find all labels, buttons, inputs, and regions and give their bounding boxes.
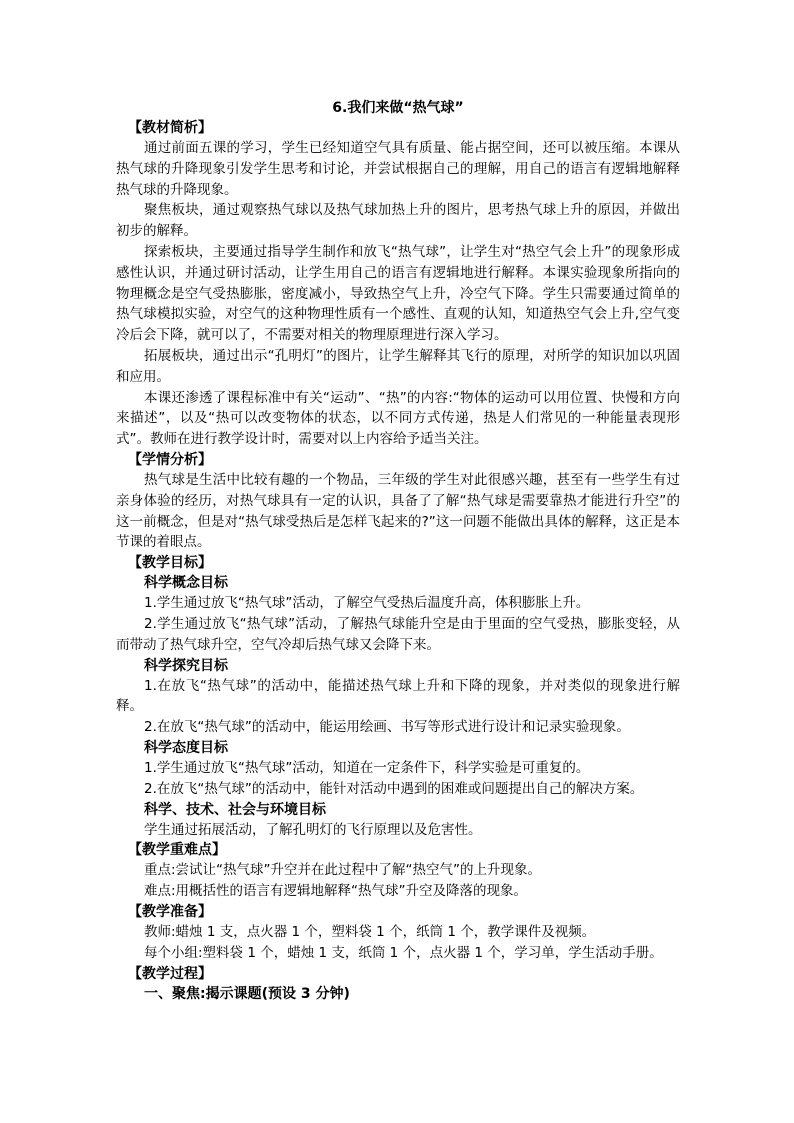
paragraph: 1.在放飞“热气球”的活动中，能描述热气球上升和下降的现象，并对类似的现象进行解释。 [116,677,680,715]
section-heading-process: 【教学过程】 [128,965,212,982]
section-heading-textbook-analysis: 【教材简析】 [128,120,212,136]
subheading-stse: 科学、技术、社会与环境目标 [144,801,326,818]
paragraph: 拓展板块，通过出示“孔明灯”的图片，让学生解释其飞行的原理，对所学的知识加以巩固和应用。 [116,347,680,385]
document-title: 6.我们来做“热气球” [332,100,464,116]
paragraph: 2.在放飞“热气球”的活动中，能运用绘画、书写等形式进行设计和记录实验现象。 [144,719,630,736]
paragraph: 2.学生通过放飞“热气球”活动，了解热气球能升空是由于里面的空气受热，膨胀变轻，从而带动了热气球升空，空气冷却后热气球又会降下来。 [116,615,680,653]
paragraph: 热气球是生活中比较有趣的一个物品，三年级的学生对此很感兴趣，甚至有一些学生有过亲身体验的经历，对热气球具有一定的认识，具备了了解“热气球是需要靠热才能进行升空”的这一前概念，但是对“热气球受热后是怎样飞起来的?”这一问题不能做出具体的解释，这正是本节课的着眼点。 [116,471,680,551]
section-heading-teaching-goals: 【教学目标】 [128,555,212,572]
paragraph: 探索板块，主要通过指导学生制作和放飞“热气球”，让学生对“热空气会上升”的现象形成感性认识，并通过研讨活动，让学生用自己的语言有逻辑地进行解释。本课实验现象所指向的物理概念是空气受热膨胀，密度减小，导致热空气上升，冷空气下降。学生只需要通过简单的热气球模拟实验，对空气的这种物理性质有一个感性、直观的认知，知道热空气会上升,空气变冷后会下降，就可以了，不需要对相关的物理原理进行深入学习。 [116,243,680,344]
subheading-science-inquiry: 科学探究目标 [144,657,228,674]
paragraph: 教师:蜡烛 1 支，点火器 1 个，塑料袋 1 个，纸筒 1 个，教学课件及视频。 [144,923,596,940]
section-heading-key-points: 【教学重难点】 [128,842,226,859]
section-heading-preparation: 【教学准备】 [128,903,212,920]
paragraph: 本课还渗透了课程标准中有关“运动”、“热”的内容:“物体的运动可以用位置、快慢和方向来描述”，以及“热可以改变物体的状态，以不同方式传递，热是人们常见的一种能量表现形式”。教师在进行教学设计时，需要对以上内容给予适当关注。 [116,389,680,448]
paragraph: 2.在放飞“热气球”的活动中，能针对活动中遇到的困难或问题提出自己的解决方案。 [144,780,644,797]
paragraph: 通过前面五课的学习，学生已经知道空气具有质量、能占据空间，还可以被压缩。本课从热气球的升降现象引发学生思考和讨论，并尝试根据自己的理解，用自己的语言有逻辑地解释热气球的升降现象。 [116,140,680,198]
paragraph: 1.学生通过放飞“热气球”活动，知道在一定条件下，科学实验是可重复的。 [144,759,590,776]
paragraph: 每个小组:塑料袋 1 个，蜡烛 1 支，纸筒 1 个，点火器 1 个，学习单，学生活动手册。 [144,944,663,961]
paragraph: 聚焦板块，通过观察热气球以及热气球加热上升的图片，思考热气球上升的原因，并做出初步的解释。 [116,202,680,240]
subheading-science-attitude: 科学态度目标 [144,739,228,756]
paragraph: 重点:尝试让“热气球”升空并在此过程中了解“热空气”的上升现象。 [144,862,542,879]
paragraph: 难点:用概括性的语言有逻辑地解释“热气球”升空及降落的现象。 [144,883,528,900]
subheading-focus: 一、聚焦:揭示课题(预设 3 分钟) [144,985,350,1002]
document-page [116,98,680,1004]
subheading-science-concept: 科学概念目标 [144,575,228,592]
paragraph: 1.学生通过放飞“热气球”活动，了解空气受热后温度升高，体积膨胀上升。 [144,595,590,612]
paragraph: 学生通过拓展活动，了解孔明灯的飞行原理以及危害性。 [144,821,482,838]
section-heading-learner-analysis: 【学情分析】 [128,451,212,468]
